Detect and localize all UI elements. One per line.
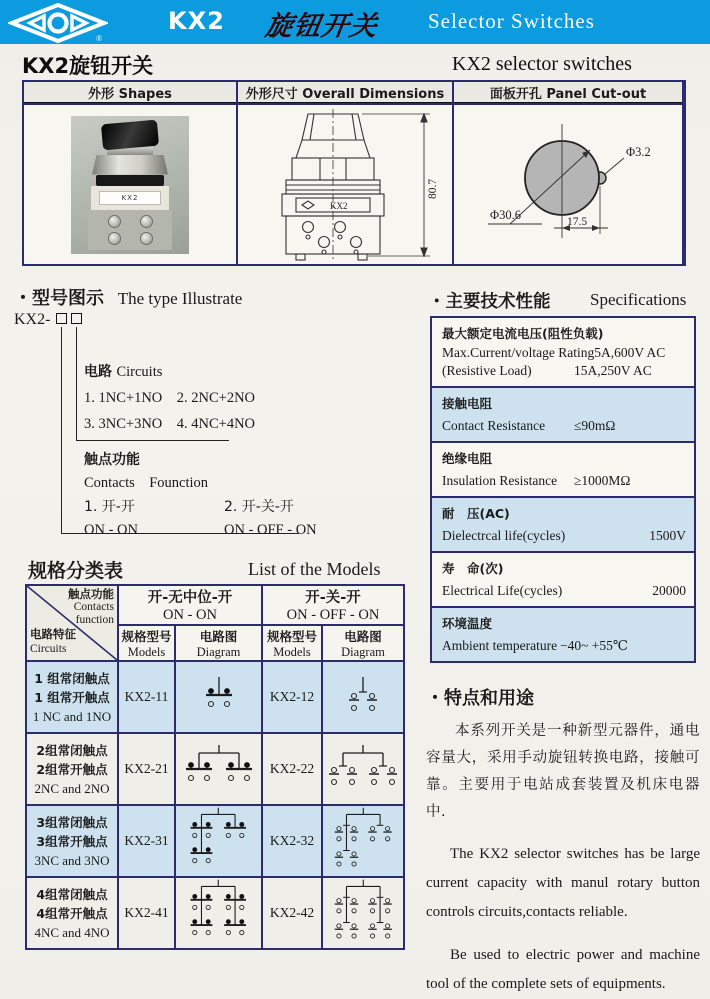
specifications-table <box>430 316 696 663</box>
type-illustrate-title-cn: ・型号图示 <box>14 288 104 309</box>
circuit-cn1: 3组常闭触点 <box>36 814 108 830</box>
height-dimension-label: 80.7 <box>427 178 439 199</box>
models-table-title-en: List of the Models <box>248 559 381 579</box>
circuit-diagram-kx2-42 <box>323 878 403 948</box>
photo-knob <box>101 119 159 150</box>
sub-diagram-cn: 电路图 <box>344 628 382 644</box>
brand-logo-icon <box>8 3 108 43</box>
circuit-en: 3NC and 3NO <box>34 852 110 868</box>
contacts-label-cn: 触点功能 <box>84 452 140 468</box>
photo-body <box>91 186 169 210</box>
header-title-cn: 旋钮开关 <box>263 11 380 42</box>
circuit-cn2: 2组常开触点 <box>36 761 108 777</box>
sub-models-cn: 规格型号 <box>266 628 317 644</box>
sub-diagram-en: Diagram <box>341 644 385 659</box>
cutout-drawing-cell <box>454 105 682 264</box>
product-photo-cell <box>24 105 236 264</box>
circuit-cn2: 1 组常开触点 <box>34 689 110 705</box>
page-title-en: KX2 selector switches <box>452 53 632 75</box>
product-photo <box>71 116 189 254</box>
subheader-diagram-1 <box>176 626 261 660</box>
terminal <box>108 232 121 245</box>
col-header-cutout: 面板开孔 Panel Cut-out <box>454 82 682 103</box>
circuit-diagram-kx2-41 <box>176 878 261 948</box>
spec-row-life <box>432 553 694 606</box>
group2-cn: 开-关-开 <box>305 590 361 606</box>
col-header-dimensions: 外形尺寸 Overall Dimensions <box>238 82 452 103</box>
col-header-shapes: 外形 Shapes <box>24 82 236 103</box>
spec-cn: 环境温度 <box>442 616 493 631</box>
circuit-en: 1 NC and 1NO <box>32 708 112 724</box>
subheader-diagram-2 <box>323 626 403 660</box>
callout-line <box>61 327 62 534</box>
spec-en: Dielectrcal life(cycles) <box>442 528 566 543</box>
spec-cn: 接触电阻 <box>442 396 493 411</box>
contacts-option2-cn: 2. 开-关-开 <box>224 499 294 515</box>
contacts-option1-en: ON - ON <box>84 522 138 538</box>
spec-en: Electrical Life(cycles) <box>442 583 563 598</box>
circuit-cn1: 1 组常闭触点 <box>34 670 110 686</box>
spec-value: −40~ +55℃ <box>560 638 629 653</box>
circuit-diagram-kx2-32 <box>323 806 403 876</box>
corner-header-cell <box>27 586 117 660</box>
overview-table <box>22 80 686 266</box>
corner-contacts-en2: function <box>75 614 114 626</box>
top-header-bar <box>0 0 710 44</box>
sub-diagram-cn: 电路图 <box>199 628 238 644</box>
sub-diagram-en: Diagram <box>196 644 241 659</box>
contacts-option1-cn: 1. 开-开 <box>84 499 135 515</box>
circuits-label-cn: 电路 <box>84 364 112 380</box>
terminal <box>140 215 153 228</box>
spec-value: ≥1000MΩ <box>574 473 631 488</box>
spec-value: 15A,250V AC <box>574 363 652 378</box>
spec-en: (Resistive Load) <box>442 363 532 378</box>
model-digit-box-2 <box>71 313 82 324</box>
group1-cn: 开-无中位-开 <box>147 590 233 606</box>
circuit-diagram-kx2-21 <box>176 734 261 804</box>
spec-en: Max.Current/voltage Rating <box>442 345 595 360</box>
models-table <box>25 584 405 950</box>
spec-en: Insulation Resistance <box>442 473 558 488</box>
circuit-desc-row3 <box>27 806 117 876</box>
spec-en: Contact Resistance <box>442 418 546 433</box>
model-kx2-41: KX2-41 <box>119 878 174 948</box>
sub-models-en: Models <box>273 644 311 659</box>
features-section <box>426 684 700 999</box>
spec-row-temperature <box>432 608 694 661</box>
group2-en: ON - OFF - ON <box>286 607 380 623</box>
callout-line <box>76 440 229 441</box>
type-illustrate-title <box>14 284 242 310</box>
corner-contacts-en1: Contacts <box>73 601 114 613</box>
circuit-en: 2NC and 2NO <box>34 780 110 796</box>
specifications-title-en: Specifications <box>590 290 687 309</box>
model-prefix: KX2- <box>14 311 51 328</box>
drawing-body-label: KX2 <box>330 200 348 211</box>
spec-row-contact-resistance <box>432 388 694 441</box>
subheader-models-1 <box>119 626 174 660</box>
circuit-en: 4NC and 4NO <box>34 924 110 940</box>
model-kx2-21: KX2-21 <box>119 734 174 804</box>
contacts-label-en: Contacts Founction <box>84 475 209 491</box>
photo-base <box>88 210 172 250</box>
callout-line <box>76 327 77 441</box>
circuit-cn2: 4组常开触点 <box>36 905 108 921</box>
features-title: ・特点和用途 <box>426 688 534 709</box>
circuit-desc-row4 <box>27 878 117 948</box>
model-kx2-11: KX2-11 <box>119 662 174 732</box>
header-title-en: Selector Switches <box>428 9 595 33</box>
type-illustrate-title-en: The type Illustrate <box>117 289 243 308</box>
spec-cn: 绝缘电阻 <box>442 451 493 466</box>
spec-cn: 寿 命(次) <box>442 561 504 576</box>
spec-cn: 最大额定电流电压(阻性负载) <box>442 326 604 341</box>
photo-label: KX2 <box>99 191 161 205</box>
features-paragraph-en2: Be used to electric power and machine tool of the complete sets of equipments. <box>426 947 700 992</box>
cutout-offset: 17.5 <box>567 215 588 228</box>
dimension-drawing <box>238 106 452 264</box>
cutout-main-diameter: Φ30.6 <box>490 207 522 222</box>
model-kx2-22: KX2-22 <box>263 734 321 804</box>
header-model-code: KX2 <box>168 7 225 35</box>
model-kx2-42: KX2-42 <box>263 878 321 948</box>
subheader-models-2 <box>263 626 321 660</box>
spec-row-insulation <box>432 443 694 496</box>
model-kx2-12: KX2-12 <box>263 662 321 732</box>
circuit-diagram-kx2-12 <box>323 662 403 732</box>
group-header-on-on <box>119 586 261 624</box>
model-kx2-32: KX2-32 <box>263 806 321 876</box>
dimension-drawing-cell <box>238 105 452 264</box>
spec-value: ≤90mΩ <box>574 418 616 433</box>
model-kx2-31: KX2-31 <box>119 806 174 876</box>
terminal <box>108 215 121 228</box>
group-header-on-off-on <box>263 586 403 624</box>
spec-value: 5A,600V AC <box>594 345 666 360</box>
features-paragraph-cn: 本系列开关是一种新型元器件，通电容量大，采用手动旋钮转换电路，接触可靠。主要用于电站成套装置及机床电器中. <box>426 723 700 820</box>
spec-row-dielectric <box>432 498 694 551</box>
corner-circuits-cn: 电路特征 <box>30 627 76 641</box>
circuit-diagram-kx2-22 <box>323 734 403 804</box>
cutout-notch-diameter: Φ3.2 <box>626 144 651 159</box>
circuit-diagram-kx2-31 <box>176 806 261 876</box>
registered-mark: ® <box>96 34 103 43</box>
circuit-cn2: 3组常开触点 <box>36 833 108 849</box>
circuit-cn1: 4组常闭触点 <box>36 886 108 902</box>
cutout-drawing <box>454 106 682 264</box>
sub-models-cn: 规格型号 <box>121 628 172 644</box>
specifications-title-cn: ・主要技术性能 <box>428 292 551 312</box>
circuits-options-line2: 3. 3NC+3NO 4. 4NC+4NO <box>84 416 256 432</box>
circuits-options-line1: 1. 1NC+1NO 2. 2NC+2NO <box>84 390 256 406</box>
circuit-cn1: 2组常闭触点 <box>36 742 108 758</box>
circuits-label-en: Circuits <box>116 364 163 380</box>
spec-row-rating <box>432 318 694 386</box>
group1-en: ON - ON <box>163 607 217 623</box>
spec-en: Ambient temperature <box>442 638 558 653</box>
model-digit-box-1 <box>56 313 67 324</box>
circuits-legend <box>84 362 255 434</box>
corner-circuits-en: Circuits <box>30 643 67 655</box>
photo-hex-nut <box>92 155 168 175</box>
circuit-desc-row1 <box>27 662 117 732</box>
spec-value: 20000 <box>652 583 686 598</box>
circuit-desc-row2 <box>27 734 117 804</box>
corner-contacts-cn: 触点功能 <box>68 587 114 601</box>
models-table-title-cn: 规格分类表 <box>28 560 124 582</box>
photo-ring <box>96 175 164 186</box>
terminal <box>140 232 153 245</box>
circuit-diagram-kx2-11 <box>176 662 261 732</box>
contacts-legend <box>84 450 317 540</box>
spec-cn: 耐 压(AC) <box>442 506 510 521</box>
features-paragraph-en1: The KX2 selector switches has be large current capacity with manul rotary button controls circuits,contacts reliable. <box>426 846 700 920</box>
page-title-cn: KX2旋钮开关 <box>22 54 154 78</box>
sub-models-en: Models <box>127 644 166 659</box>
contacts-option2-en: ON - OFF - ON <box>224 522 317 538</box>
spec-value: 1500V <box>649 528 686 543</box>
